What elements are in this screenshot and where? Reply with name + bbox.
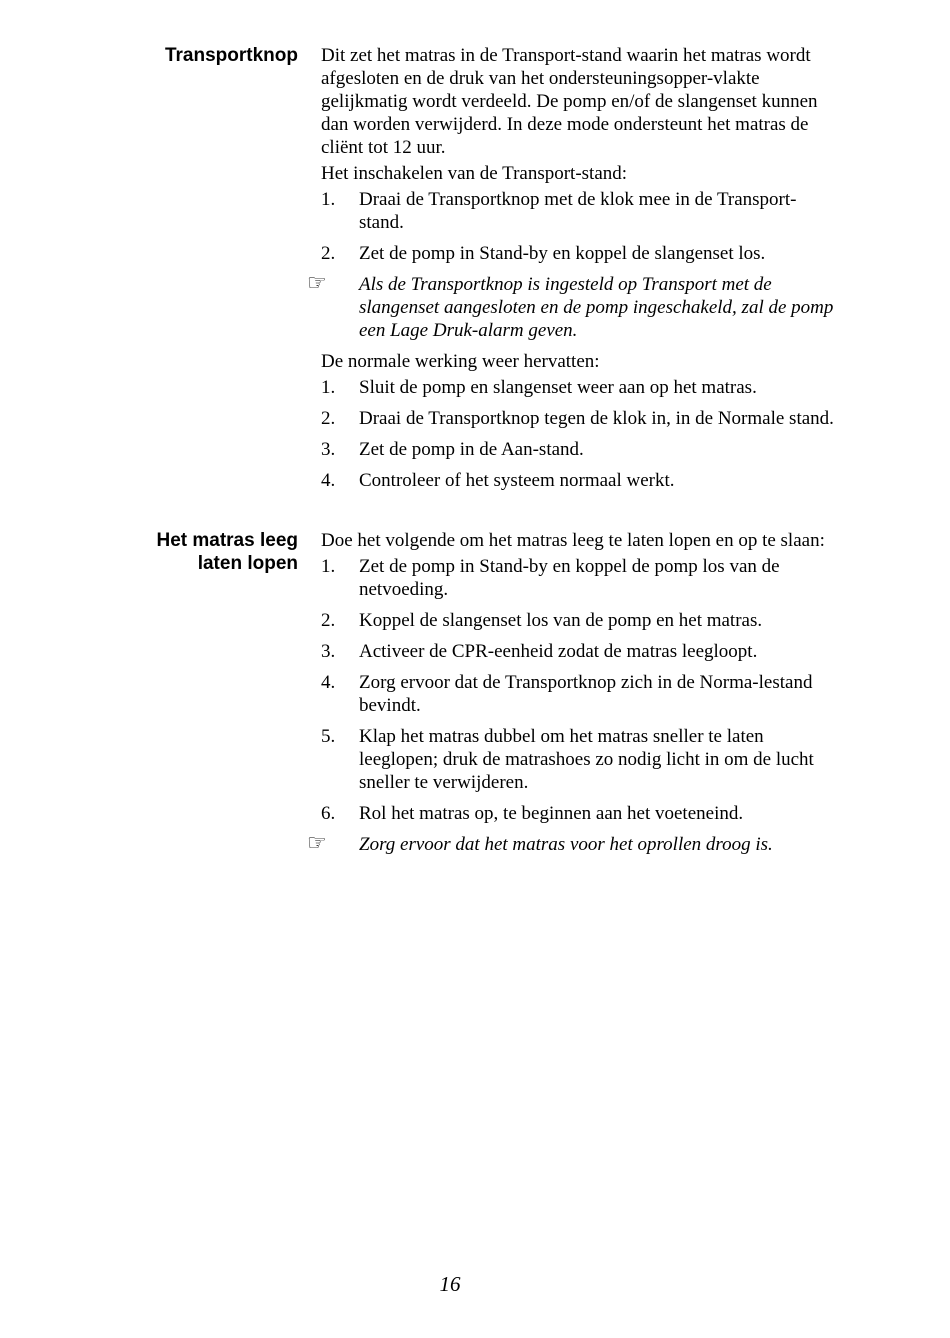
step-text: Klap het matras dubbel om het matras sneller te laten leeglopen; druk de matrashoes zo nodig licht in om de lucht sneller te verwijderen. — [359, 726, 814, 793]
step-number: 1. — [321, 556, 336, 577]
pointing-hand-icon: ☞ — [307, 271, 327, 296]
intro-paragraph: Doe het volgende om het matras leeg te laten lopen en op te slaan: — [321, 530, 825, 551]
section-heading-line: laten lopen — [197, 553, 298, 574]
step-number: 1. — [321, 377, 336, 398]
list-item — [321, 469, 836, 492]
note — [307, 271, 836, 342]
list-item — [321, 407, 836, 430]
step-text: Zet de pomp in de Aan-stand. — [359, 439, 584, 460]
list-item — [321, 609, 836, 632]
step-number: 4. — [321, 470, 336, 491]
resume-heading: De normale werking weer hervatten: — [321, 351, 600, 372]
list-item — [321, 671, 836, 717]
step-number: 6. — [321, 803, 336, 824]
section-heading-line: Het matras leeg — [156, 530, 298, 551]
list-item — [321, 640, 836, 663]
step-number: 3. — [321, 439, 336, 460]
pointing-hand-icon: ☞ — [307, 831, 327, 856]
step-text: Rol het matras op, te beginnen aan het voeteneind. — [359, 803, 744, 824]
section-heading — [98, 529, 298, 575]
note-text: Als de Transportknop is ingesteld op Transport met de slangenset aangesloten en de pomp ingeschakeld, zal de pomp een Lage Druk-alarm geven. — [359, 274, 834, 341]
step-number: 2. — [321, 610, 336, 631]
list-item — [321, 188, 836, 234]
step-text: Draai de Transportknop met de klok mee in de Transport-stand. — [359, 189, 797, 233]
list-item — [321, 438, 836, 461]
list-item — [321, 725, 836, 794]
section-body — [307, 529, 836, 864]
steps-list — [321, 555, 836, 825]
step-text: Draai de Transportknop tegen de klok in, in de Normale stand. — [359, 408, 834, 429]
step-number: 5. — [321, 726, 336, 747]
enable-steps-list — [321, 188, 836, 265]
step-text: Zorg ervoor dat de Transportknop zich in de Norma-lestand bevindt. — [359, 672, 813, 716]
section-body — [307, 44, 836, 500]
note — [307, 831, 836, 856]
intro-paragraph: Dit zet het matras in de Transport-stand waarin het matras wordt afgesloten en de druk van het ondersteuningsopper-vlakte gelijkmatig wordt verdeeld. De pomp en/of de slangenset kunnen dan worden verwijderd. In deze mode ondersteunt het matras de cliënt tot 12 uur. — [321, 45, 818, 158]
step-number: 4. — [321, 672, 336, 693]
resume-steps-list — [321, 376, 836, 492]
list-item — [321, 802, 836, 825]
step-number: 2. — [321, 243, 336, 264]
step-number: 1. — [321, 189, 336, 210]
enable-heading: Het inschakelen van de Transport-stand: — [321, 163, 628, 184]
step-number: 2. — [321, 408, 336, 429]
list-item — [321, 376, 836, 399]
section-heading: Transportknop — [164, 45, 298, 66]
list-item — [321, 555, 836, 601]
step-text: Sluit de pomp en slangenset weer aan op het matras. — [359, 377, 757, 398]
list-item — [321, 242, 836, 265]
step-text: Koppel de slangenset los van de pomp en het matras. — [359, 610, 763, 631]
note-text: Zorg ervoor dat het matras voor het oprollen droog is. — [359, 834, 773, 855]
step-text: Controleer of het systeem normaal werkt. — [359, 470, 675, 491]
step-text: Zet de pomp in Stand-by en koppel de pomp los van de netvoeding. — [359, 556, 780, 600]
step-number: 3. — [321, 641, 336, 662]
step-text: Zet de pomp in Stand-by en koppel de slangenset los. — [359, 243, 766, 264]
step-text: Activeer de CPR-eenheid zodat de matras leegloopt. — [359, 641, 758, 662]
page-number: 16 — [439, 1272, 461, 1296]
